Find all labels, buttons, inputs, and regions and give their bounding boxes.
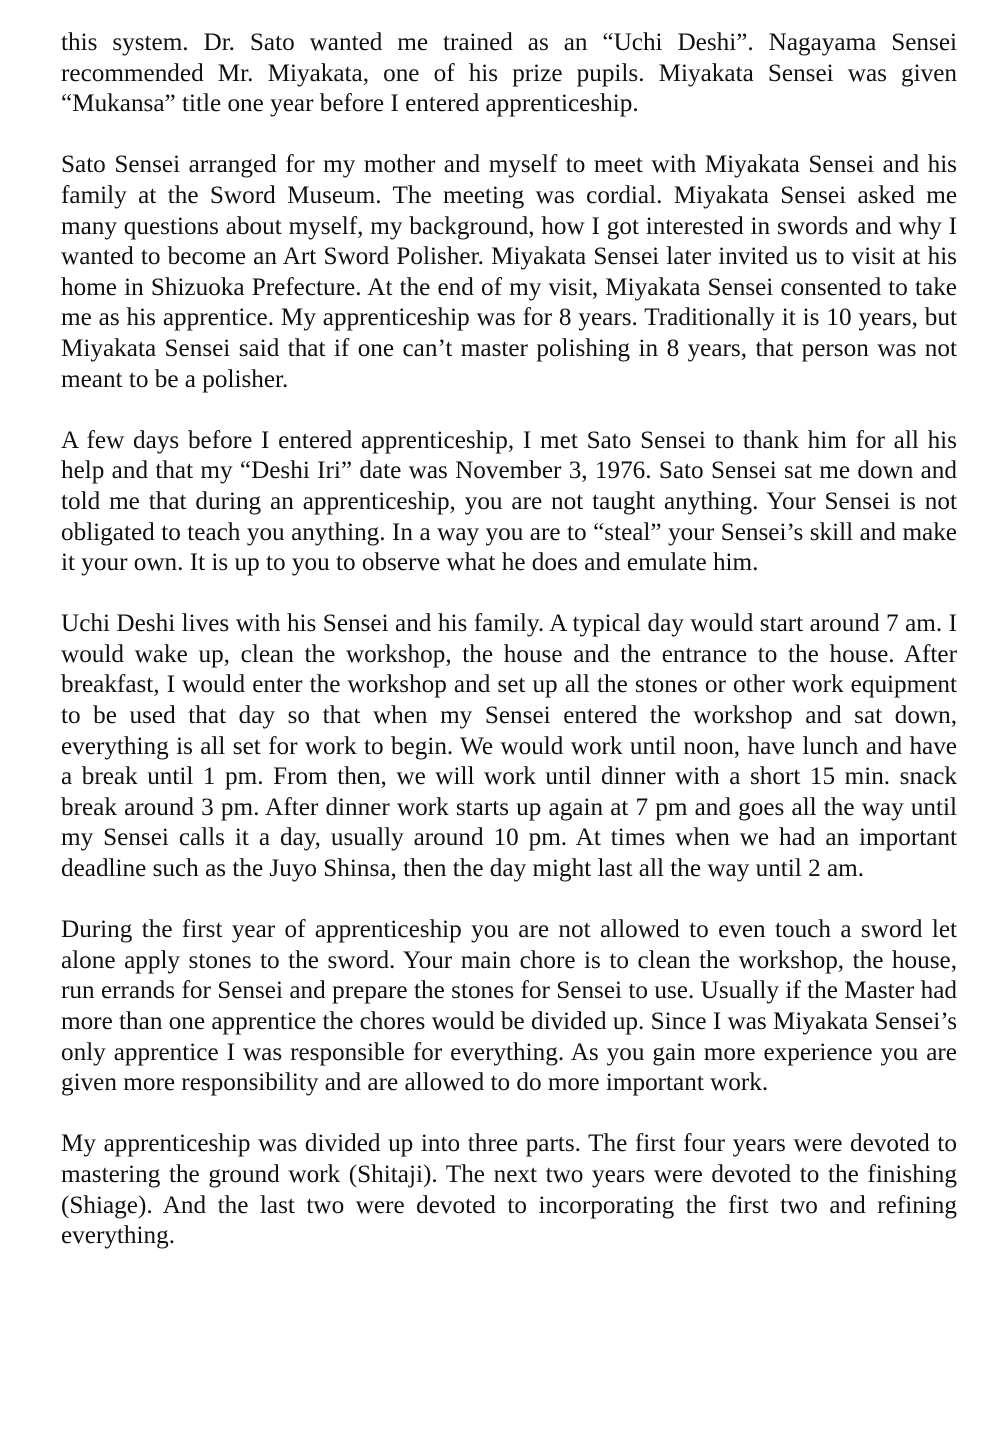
- paragraph: this system. Dr. Sato wanted me trained as an “Uchi Deshi”. Nagayama Sensei recommended Mr. Miyakata, one of his prize pupils. Miyakata Sensei was given “Mukansa” title one year before I entered apprenticeship.: [61, 29, 957, 118]
- paragraph: During the first year of apprenticeship you are not allowed to even touch a sword let alone apply stones to the sword. Your main chore is to clean the workshop, the house, run errands for Sensei and prepare the stones for Sensei to use. Usually if the Master had more than one apprentice the chores would be divided up. Since I was Miyakata Sensei’s only apprentice I was responsible for everything. As you gain more experience you are given more responsibility and are allowed to do more important work.: [61, 916, 958, 1097]
- paragraph: Sato Sensei arranged for my mother and myself to meet with Miyakata Sensei and his family at the Sword Museum. The meeting was cordial. Miyakata Sensei asked me many questions about myself, my background, how I got interested in swords and why I wanted to become an Art Sword Polisher. Miyakata Sensei later invited us to visit at his home in Shizuoka Prefecture. At the end of my visit, Miyakata Sensei consented to take me as his apprentice. My apprenticeship was for 8 years. Traditionally it is 10 years, but Miyakata Sensei said that if one can’t master polishing in 8 years, that person was not meant to be a polisher.: [61, 151, 957, 393]
- paragraph: My apprenticeship was divided up into three parts. The first four years were devoted to mastering the ground work (Shitaji). The next two years were devoted to the finishing (Shiage). And the last two were devoted to incorporating the first two and refining everything.: [61, 1130, 957, 1250]
- paragraph: Uchi Deshi lives with his Sensei and his family. A typical day would start around 7 am. I would wake up, clean the workshop, the house and the entrance to the house. After breakfast, I would enter the workshop and set up all the stones or other work equipment to be used that day so that when my Sensei entered the workshop and sat down, everything is all set for work to begin. We would work until noon, have lunch and have a break until 1 pm. From then, we will work until dinner with a short 15 min. snack break around 3 pm. After dinner work starts up again at 7 pm and goes all the way until my Sensei calls it a day, usually around 10 pm. At times when we had an important deadline such as the Juyo Shinsa, then the day might last all the way until 2 am.: [61, 610, 957, 883]
- paragraph: A few days before I entered apprenticeship, I met Sato Sensei to thank him for all his help and that my “Deshi Iri” date was November 3, 1976. Sato Sensei sat me down and told me that during an apprenticeship, you are not taught anything. Your Sensei is not obligated to teach you anything. In a way you are to “steal” your Sensei’s skill and make it your own. It is up to you to observe what he does and emulate him.: [61, 426, 957, 577]
- body-text: [61, 28, 957, 1282]
